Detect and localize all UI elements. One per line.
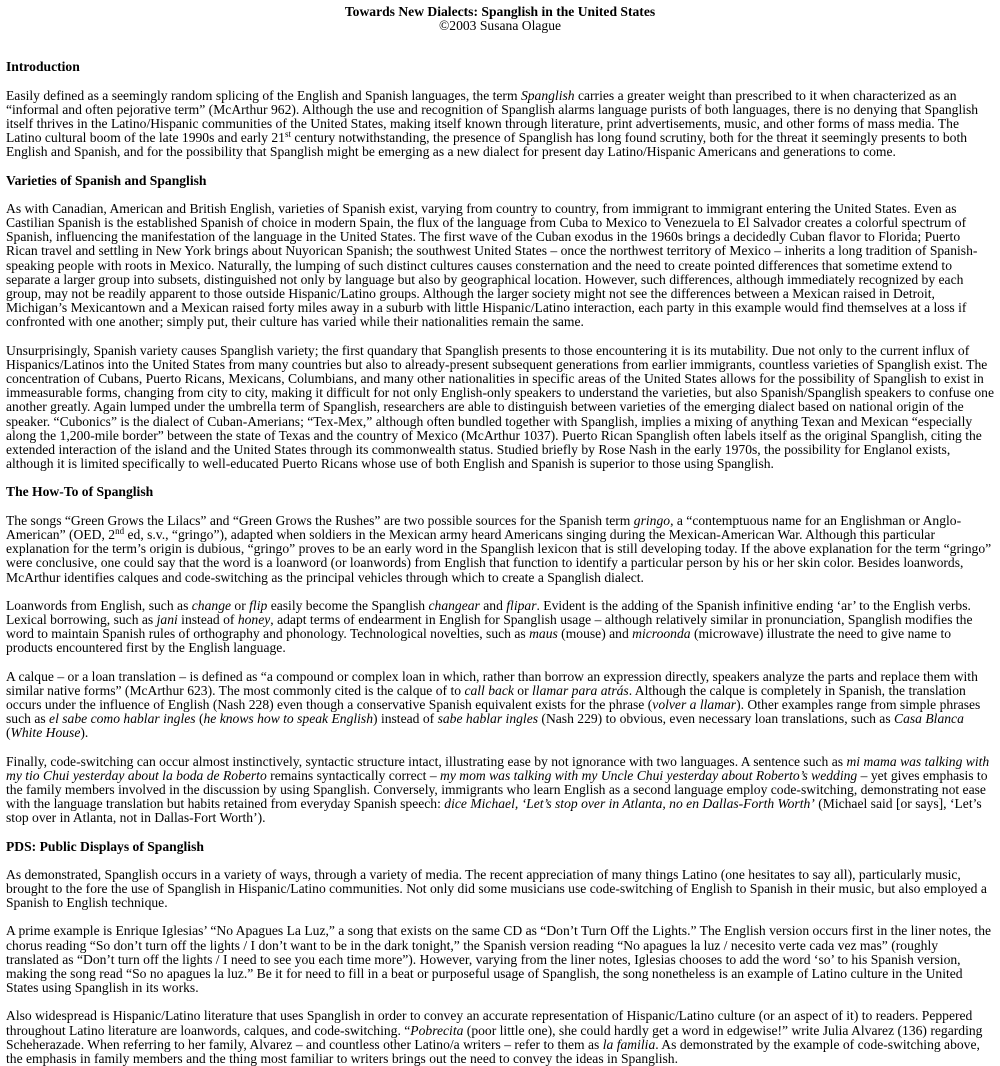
paragraph-varieties-1: As with Canadian, American and British English, varieties of Spanish exist, varying from country to country, from immigrant to immigrant entering the United States. Even as Castilian Spanish is the established Spanish of choice in modern Spain, the flux of the language from Cuba to Mexico to Venezuela to El Salvador creates a colorful spectrum of Spanish, influencing the manifestation of the language in the United States. The first wave of the Cuban exodus in the 1960s brings a decidedly Cuban flavor to Florida; Puerto Rican travel and settling in New York brings about Nuyorican Spanish; the southwest United States – once the northwest territory of Mexico – inherits a long tradition of Spanish-speaking people with roots in Mexico. Naturally, the lumping of such distinct cultures causes consternation and the need to create pointed differences that sometime extend to separate a larger group into subsets, distinguished not only by language but also by geographical location. However, such differences, although immediately recognized by each group, may not be readily apparent to those outside Hispanic/Latino groups. Although the larger society might not see the differences between a Mexican raised in Detroit, Michigan’s Mexicantown and a Mexican raised forty miles away in a suburb with little Hispanic/Latino interaction, each party in this example would find themselves at a loss if confronted with one another; simply put, their culture has varied while their nationalities remain the same. xyxy=(6,200,978,330)
paragraph-varieties-2: Unsurprisingly, Spanish variety causes Spanglish variety; the first quandary that Spanglish presents to those encountering it is its mutability. Due not only to the current influx of Hispanics/Latinos into the United States from many countries but also to already-present subsequent generations from earlier immigrants, countless varieties of Spanglish exist. The concentration of Cubans, Puerto Ricans, Mexicans, Columbians, and many other nationalities in specific areas of the United States allows for the possibility of Spanglish to exist in immeasurable forms, changing from city to city, making it difficult for not only English-only speakers to understand the varieties, but also Spanish/Spanglish speakers to confuse one another greatly. Again lumped under the umbrella term of Spanglish, researchers are able to distinguish between varieties of the emerging dialect based on national origin of the speaker. “Cubonics” is the dialect of Cuban-Amerians; “Tex-Mex,” although often bundled together with Spanglish, implies a mixing of anything Texan and Mexican “especially along the 1,200-mile border” between the state of Texas and the country of Mexico (McArthur 1037). Puerto Rican Spanglish often labels itself as the original Spanglish, citing the extended interaction of the island and the United States through its commonwealth status. Studied briefly by Rose Nash in the early 1970s, the possibility for Englanol exists, although it is limited specifically to well-educated Puerto Ricans whose use of both English and Spanish is superior to those using Spanglish. xyxy=(6,342,994,472)
paragraph-howto-2: Loanwords from English, such as change or flip easily become the Spanglish changear and flipar. Evident is the adding of the Spanish infinitive ending ‘ar’ to the English verbs. Lexical borrowing, such as jani instead of honey, adapt terms of endearment in English for Spanglish usage – although relatively similar in pronunciation, Spanglish modifies the word to maintain Spanish rules of orthography and phonology. Technological novelties, such as maus (mouse) and microonda (microwave) illustrate the need to give name to products encountered first by the English language. xyxy=(6,597,973,656)
paragraph-intro-1: Easily defined as a seemingly random splicing of the English and Spanish languages, the term Spanglish carries a greater weight than prescribed to it when characterized as an “informal and often pejorative term” (McArthur 962). Although the use and recognition of Spanglish alarms language purists of both languages, there is no denying that Spanglish itself thrives in the Latino/Hispanic communities of the United States, making itself known through literature, print advertisements, music, and other forms of mass media. The Latino cultural boom of the late 1990s and early 21st century notwithstanding, the presence of Spanglish has long found scrutiny, both for the threat it seemingly presents to both English and Spanish, and for the possibility that Spanglish might be emerging as a new dialect for present day Latino/Hispanic Americans and generations to come. xyxy=(6,87,979,160)
section-heading-howto: The How-To of Spanglish xyxy=(6,484,154,500)
section-heading-introduction: Introduction xyxy=(6,59,80,75)
paragraph-howto-3: A calque – or a loan translation – is defined as “a compound or complex loan in which, rather than borrow an expression directly, speakers analyze the parts and replace them with similar native forms” (McArthur 623). The most commonly cited is the calque of to call back or llamar para atrás. Although the calque is completely in Spanish, the translation occurs under the influence of English (Nash 228) even though a conservative Spanish equivalent exists for the phrase (volver a llamar). Other examples range from simple phrases such as el sabe como hablar ingles (he knows how to speak English) instead of sabe hablar ingles (Nash 229) to obvious, even necessary loan translations, such as Casa Blanca (White House). xyxy=(6,668,981,741)
document-title: Towards New Dialects: Spanglish in the United States xyxy=(344,4,656,19)
paragraph-pds-3: Also widespread is Hispanic/Latino literature that uses Spanglish in order to convey an accurate representation of Hispanic/Latino culture (or an aspect of it) to readers. Peppered throughout Latino literature are loanwords, calques, and code-switching. “Pobrecita (poor little one), she could hardly get a word in edgewise!” write Julia Alvarez (136) regarding Scheherazade. When referring to her family, Alvarez – and countless other Latino/a writers – refer to them as la familia. As demonstrated by the example of code-switching above, the emphasis in family members and the thing most familiar to writers brings out the need to convey the ideas in Spanglish. xyxy=(6,1008,983,1066)
paragraph-howto-1: The songs “Green Grows the Lilacs” and “Green Grows the Rushes” are two possible sources for the Spanish term gringo, a “contemptuous name for an Englishman or Anglo-American” (OED, 2nd ed, s.v., “gringo”), adapted when soldiers in the Mexican army heard Americans singing during the Mexican-American War. Although this particular explanation for the term’s origin is dubious, “gringo” proves to be an early word in the Spanglish lexicon that is still developing today. If the above explanation for the term “gringo” were conclusive, one could say that the word is a loanword (or loanwords) from English that function to identify a particular person by his or her skin color. Besides loanwords, McArthur identifies calques and code-switching as the principal vehicles through which to create a Spanglish dialect. xyxy=(6,512,992,585)
paragraph-pds-2: A prime example is Enrique Iglesias’ “No Apagues La Luz,” a song that exists on the same CD as “Don’t Turn Off the Lights.” The English version occurs first in the liner notes, the chorus reading “So don’t turn off the lights / I don’t want to be in the dark tonight,” the Spanish version reading “No apagues la luz / necesito verte cada vez mas” (roughly translated as “Don’t turn off the lights / I need to see you each time more”). However, varying from the liner notes, Iglesias chooses to add the word ‘so’ to his Spanish version, making the song read “So no apagues la luz.” Be it for need to fill in a beat or purposeful usage of Spanglish, the song nonetheless is an example of Latino culture in the United States using Spanglish in its works. xyxy=(6,923,992,996)
section-heading-varieties: Varieties of Spanish and Spanglish xyxy=(6,172,207,188)
paragraph-pds-1: As demonstrated, Spanglish occurs in a variety of ways, through a variety of media. The recent appreciation of many things Latino (one hesitates to say all), particularly music, brought to the fore the use of Spanglish in Hispanic/Latino communities. Not only did some musicians use code-switching of English to Spanish in their music, but also employed a Spanish to English technique. xyxy=(6,866,987,911)
paragraph-howto-4: Finally, code-switching can occur almost instinctively, syntactic structure intact, illustrating ease by not ignorance with two languages. A sentence such as mi mama was talking with my tio Chui yesterday about la boda de Roberto remains syntactically correct – my mom was talking with my Uncle Chui yesterday about Roberto’s wedding – yet gives emphasis to the family members involved in the discussion by using Spanglish. Conversely, immigrants who learn English as a second language employ code-switching, demonstrating not ease with the language translation but habits retained from everyday Spanish speech: dice Michael, ‘Let’s stop over in Atlanta, no en Dallas-Forth Worth’ (Michael said [or says], ‘Let’s stop over in Atlanta, not in Dallas-Fort Worth’). xyxy=(6,753,990,826)
section-heading-pds: PDS: Public Displays of Spanglish xyxy=(6,838,204,854)
copyright-line: ©2003 Susana Olague xyxy=(438,18,562,34)
